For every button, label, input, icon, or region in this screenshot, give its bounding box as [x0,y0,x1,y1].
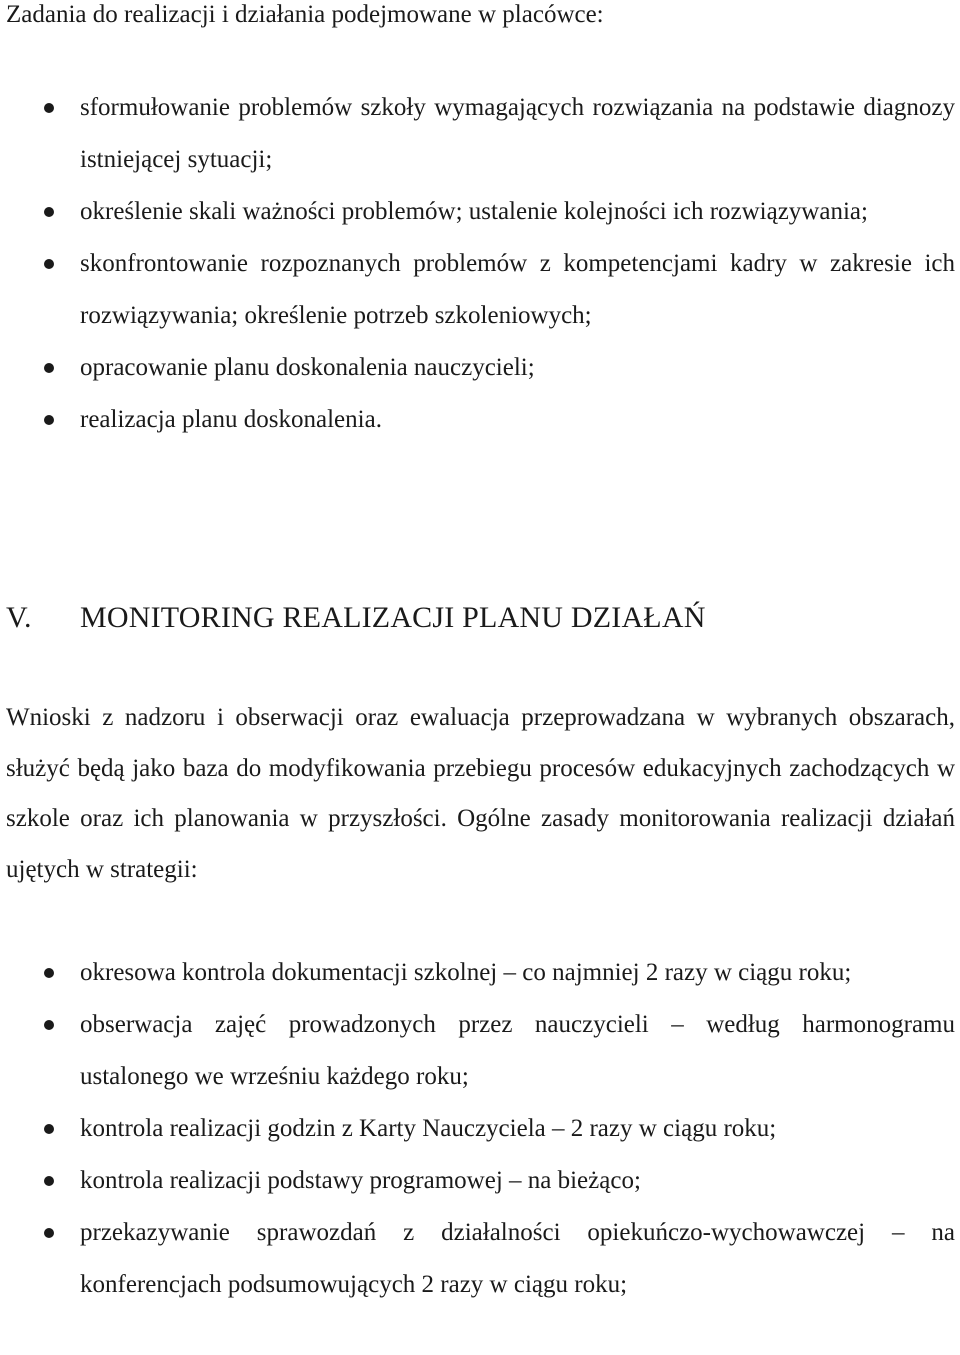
list-item-text: skonfrontowanie rozpoznanych problemów z kompetencjami kadry w zakresie ich rozwiązywania; określenie potrzeb szkoleniowych; [80,250,955,329]
list-item [0,238,960,342]
bullet-icon [44,415,54,425]
section-number: V. [6,601,32,634]
section-heading [6,598,706,638]
list-item [0,82,960,186]
rules-list [0,947,960,1311]
list-item [0,186,960,238]
bullet-icon [44,103,54,113]
bullet-icon [44,1020,54,1030]
list-item-text: realizacja planu doskonalenia. [80,406,382,433]
bullet-icon [44,1228,54,1238]
list-item [0,1155,960,1207]
bullet-icon [44,1176,54,1186]
bullet-icon [44,363,54,373]
list-item [0,947,960,999]
list-item [0,999,960,1103]
list-item [0,342,960,394]
list-item-text: okresowa kontrola dokumentacji szkolnej – co najmniej 2 razy w ciągu roku; [80,959,852,986]
list-item-text: określenie skali ważności problemów; ustalenie kolejności ich rozwiązywania; [80,198,868,225]
intro-text: Zadania do realizacji i działania podejmowane w placówce: [6,1,604,28]
bullet-icon [44,207,54,217]
list-item-text: przekazywanie sprawozdań z działalności opiekuńczo-wychowawczej – na konferencjach podsumowujących 2 razy w ciągu roku; [80,1219,955,1298]
section-title: MONITORING REALIZACJI PLANU DZIAŁAŃ [80,601,706,634]
list-item [0,1103,960,1155]
section-paragraph: Wnioski z nadzoru i obserwacji oraz ewaluacja przeprowadzana w wybranych obszarach, służyć będą jako baza do modyfikowania przebiegu procesów edukacyjnych zachodzących w szkole oraz ich planowania w przyszłości. Ogólne zasady monitorowania realizacji działań ujętych w strategii: [6,704,955,883]
list-item-text: kontrola realizacji podstawy programowej – na bieżąco; [80,1167,641,1194]
list-item [0,394,960,446]
list-item-text: opracowanie planu doskonalenia nauczycieli; [80,354,535,381]
tasks-list [0,82,960,446]
list-item [0,1207,960,1311]
list-item-text: kontrola realizacji godzin z Karty Nauczyciela – 2 razy w ciągu roku; [80,1115,777,1142]
bullet-icon [44,968,54,978]
bullet-icon [44,259,54,269]
list-item-text: sformułowanie problemów szkoły wymagających rozwiązania na podstawie diagnozy istniejącej sytuacji; [80,94,955,173]
list-item-text: obserwacja zajęć prowadzonych przez nauczycieli – według harmonogramu ustalonego we wrześniu każdego roku; [80,1011,955,1090]
bullet-icon [44,1124,54,1134]
